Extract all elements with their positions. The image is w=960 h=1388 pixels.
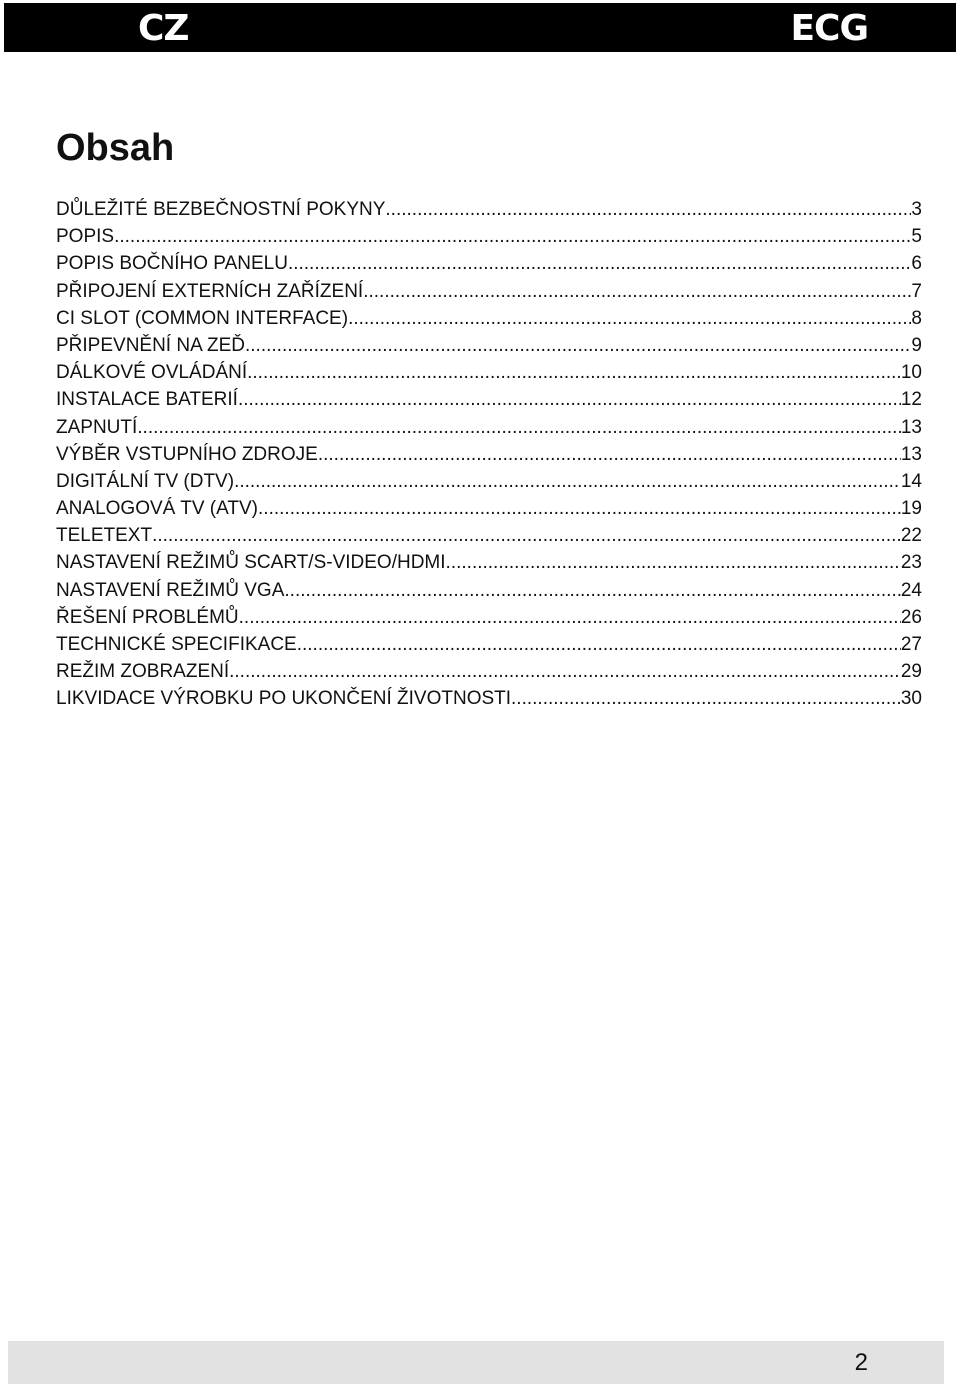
page-title: Obsah [56, 127, 175, 169]
toc-entry-label: DIGITÁLNÍ TV (DTV) [56, 470, 235, 492]
toc-entry-page: 26 [900, 606, 922, 628]
toc-entry-page: 13 [900, 416, 922, 438]
toc-entry [56, 278, 922, 305]
toc-entry-page: 23 [900, 552, 922, 574]
toc-entry [56, 522, 922, 549]
toc-entry [56, 196, 922, 223]
toc-entry [56, 604, 922, 631]
toc-entry [56, 658, 922, 685]
toc-entry [56, 223, 922, 250]
toc-entry [56, 332, 922, 359]
toc-entry [56, 359, 922, 386]
table-of-contents [56, 196, 922, 713]
toc-entry [56, 549, 922, 576]
toc-entry-page: 27 [900, 634, 922, 655]
toc-dot-leader [137, 414, 901, 441]
toc-entry-label: VÝBĚR VSTUPNÍHO ZDROJE [56, 443, 318, 465]
toc-dot-leader [114, 223, 911, 250]
toc-entry [56, 386, 922, 413]
toc-entry-page: 3 [911, 199, 922, 220]
toc-entry-page: 12 [900, 389, 922, 411]
toc-dot-leader [247, 359, 901, 386]
toc-entry-page: 24 [900, 579, 922, 601]
toc-entry-label: REŽIM ZOBRAZENÍ [56, 661, 230, 683]
toc-dot-leader [229, 658, 901, 685]
toc-entry-page: 14 [900, 470, 922, 492]
toc-entry-label: ZAPNUTÍ [56, 416, 138, 438]
toc-dot-leader [258, 495, 901, 522]
toc-entry-page: 6 [911, 253, 922, 275]
toc-entry [56, 495, 922, 522]
toc-entry-label: INSTALACE BATERIÍ [56, 389, 238, 411]
toc-entry [56, 468, 922, 495]
toc-entry [56, 577, 922, 604]
toc-entry [56, 250, 922, 277]
toc-entry-label: POPIS BOČNÍHO PANELU [56, 253, 288, 275]
toc-dot-leader [152, 522, 901, 549]
toc-entry [56, 414, 922, 441]
toc-entry-label: TECHNICKÉ SPECIFIKACE [56, 634, 297, 655]
toc-entry-page: 10 [900, 362, 922, 384]
toc-dot-leader [288, 250, 911, 277]
toc-dot-leader [297, 631, 901, 658]
toc-entry-label: TELETEXT [56, 525, 153, 547]
toc-dot-leader [446, 549, 901, 576]
toc-dot-leader [348, 305, 911, 332]
toc-entry-label: PŘIPOJENÍ EXTERNÍCH ZAŘÍZENÍ [56, 280, 364, 302]
toc-entry [56, 685, 922, 712]
toc-entry-page: 29 [900, 661, 922, 683]
toc-entry-label: ANALOGOVÁ TV (ATV) [56, 498, 259, 520]
toc-entry-page: 13 [900, 443, 922, 465]
toc-entry-label: NASTAVENÍ REŽIMŮ VGA [56, 579, 285, 601]
toc-entry-page: 22 [900, 525, 922, 547]
toc-entry [56, 305, 922, 332]
toc-dot-leader [239, 604, 901, 631]
toc-entry-label: ŘEŠENÍ PROBLÉMŮ [56, 606, 239, 628]
header-bar [4, 3, 956, 52]
brand-logo: ECG [790, 8, 868, 49]
footer-bar [8, 1341, 944, 1384]
toc-entry-label: CI SLOT (COMMON INTERFACE) [56, 307, 349, 329]
toc-entry-label: DŮLEŽITÉ BEZBEČNOSTNÍ POKYNY [56, 199, 386, 220]
toc-entry-page: 8 [911, 307, 922, 329]
toc-entry-page: 7 [911, 280, 922, 302]
toc-dot-leader [284, 577, 900, 604]
toc-entry-page: 5 [911, 226, 922, 248]
toc-dot-leader [363, 278, 911, 305]
toc-entry-label: NASTAVENÍ REŽIMŮ SCART/S-VIDEO/HDMI [56, 552, 446, 574]
language-code: CZ [138, 8, 189, 49]
toc-dot-leader [511, 685, 901, 712]
toc-dot-leader [234, 468, 901, 495]
toc-entry [56, 441, 922, 468]
toc-entry-label: DÁLKOVÉ OVLÁDÁNÍ [56, 362, 248, 384]
toc-entry-label: LIKVIDACE VÝROBKU PO UKONČENÍ ŽIVOTNOSTI [56, 688, 512, 710]
toc-dot-leader [385, 196, 911, 223]
toc-dot-leader [238, 386, 901, 413]
toc-entry-page: 19 [900, 498, 922, 520]
toc-entry-label: PŘIPEVNĚNÍ NA ZEĎ [56, 334, 245, 356]
toc-dot-leader [245, 332, 911, 359]
toc-entry-page: 9 [911, 334, 922, 356]
page-number: 2 [854, 1349, 868, 1376]
toc-dot-leader [318, 441, 901, 468]
toc-entry-page: 30 [900, 688, 922, 710]
toc-entry-label: POPIS [56, 226, 115, 248]
toc-entry [56, 631, 922, 658]
